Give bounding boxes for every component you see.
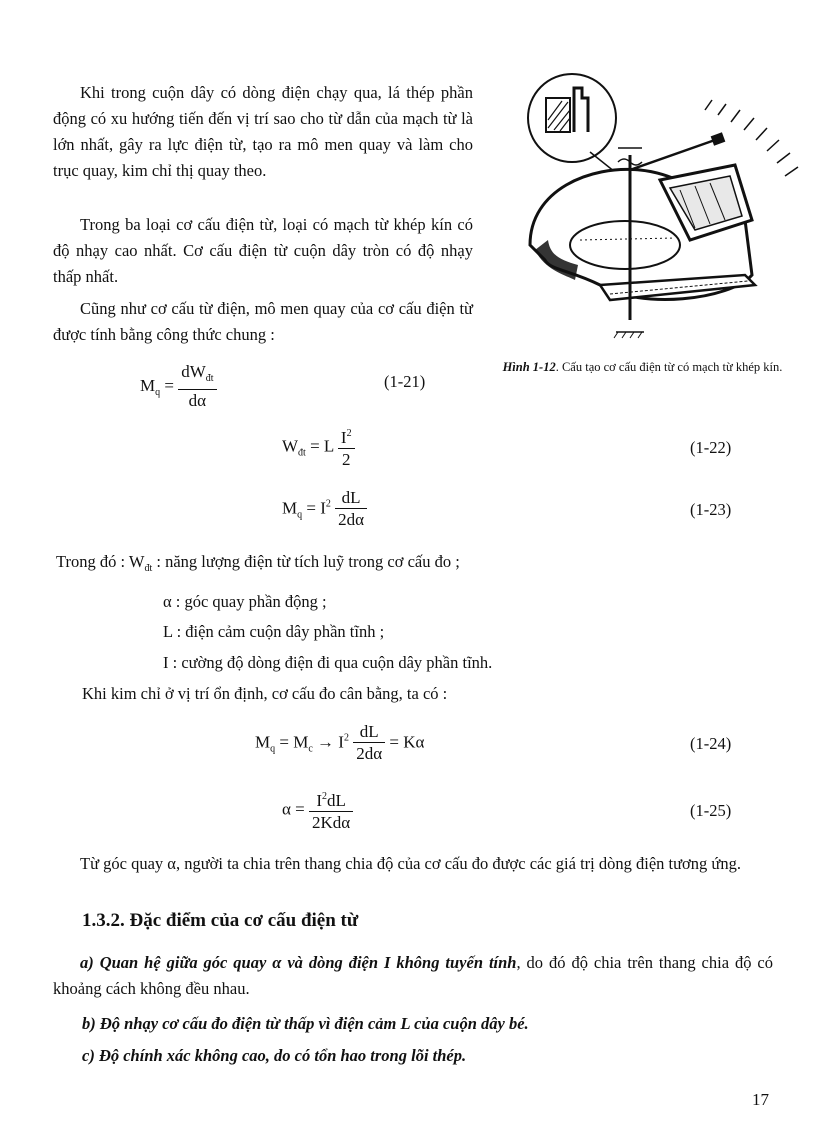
eq23-denominator: 2dα (338, 510, 365, 529)
eq23-rhs: = I (306, 498, 326, 518)
where-intro: Trong đó : (56, 552, 126, 571)
eq24-mid-sub: c (308, 743, 313, 755)
page-number: 17 (752, 1090, 769, 1109)
where-w-symbol: W (128, 552, 145, 571)
equation-1-23 (282, 488, 367, 531)
eq22-lhs: W (282, 436, 299, 456)
where-w-sub: đt (144, 563, 153, 574)
paragraph-sensitivity: Trong ba loại cơ cấu điện từ, loại có mạch từ khép kín có độ nhạy cao nhất. Cơ cấu điện từ cuộn dây tròn có độ nhạy thấp nhất. (53, 215, 473, 286)
equation-number-1-24: (1-24) (690, 734, 732, 753)
eq21-denominator: dα (188, 391, 207, 410)
eq24-arrow-sup: 2 (343, 732, 349, 744)
figure-caption (495, 356, 790, 378)
eq22-numerator-sup: 2 (346, 428, 352, 439)
eq25-numerator-sup: 2 (321, 791, 327, 802)
where-line-inductance: L : điện cảm cuộn dây phần tĩnh ; (163, 622, 385, 641)
eq21-lhs: M (140, 375, 156, 395)
eq23-fraction (335, 488, 367, 531)
eq23-numerator: dL (335, 488, 367, 509)
paragraph-intro: Khi trong cuộn dây có dòng điện chạy qua, lá thép phần động có xu hướng tiến đến vị trí sao cho từ dẫn của mạch từ là lớn nhất, gây ra lực điện từ, tạo ra mô men quay và làm cho trục quay, kim chỉ thị quay theo. (53, 83, 473, 180)
equation-1-25 (282, 787, 353, 834)
equation-number-1-22: (1-22) (690, 438, 732, 457)
eq25-fraction (309, 787, 353, 834)
item-a-rest: , do đó độ chia trên thang chia độ có khoảng cách không đều nhau. (53, 953, 773, 998)
item-a (53, 950, 773, 1002)
eq24-mid: = M (279, 732, 309, 752)
eq21-numerator: dW (181, 362, 206, 381)
eq25-lhs: α = (282, 799, 305, 819)
figure-caption-text: . Cấu tạo cơ cấu điện từ có mạch từ khép kín. (555, 360, 783, 374)
eq25-numerator: I (316, 791, 322, 810)
item-a-emphasis: a) Quan hệ giữa góc quay α và dòng điện I không tuyến tính (80, 953, 517, 972)
eq23-lhs-sub: q (297, 509, 303, 521)
eq21-numerator-sub: đt (205, 373, 214, 384)
eq24-lhs-sub: q (270, 743, 276, 755)
equation-number-1-25: (1-25) (690, 801, 732, 820)
paragraph-torque-formula: Cũng như cơ cấu từ điện, mô men quay của cơ cấu điện từ được tính bằng công thức chung : (53, 299, 473, 344)
eq24-fraction (353, 722, 385, 765)
eq23-rhs-sup: 2 (325, 498, 331, 510)
equation-number-1-23: (1-23) (690, 500, 732, 519)
where-line-current: I : cường độ dòng điện đi qua cuộn dây phần tĩnh. (163, 653, 493, 672)
eq24-lhs: M (255, 732, 271, 752)
eq24-tail: = Kα (389, 732, 425, 752)
eq22-lhs-sub: đt (298, 447, 306, 459)
eq25-numerator-tail: dL (326, 791, 346, 810)
eq22-fraction (338, 424, 355, 471)
eq22-rhs: = L (310, 436, 334, 456)
balance-statement: Khi kim chỉ ở vị trí ổn định, cơ cấu đo cân bằng, ta có : (82, 684, 448, 703)
paragraph-scale: Từ góc quay α, người ta chia trên thang chia độ của cơ cấu đo được các giá trị dòng điện tương ứng. (80, 854, 741, 873)
equation-1-24 (255, 722, 424, 765)
eq24-arrow: → I (317, 732, 344, 752)
eq22-denominator: 2 (342, 450, 351, 469)
eq21-fraction (178, 362, 216, 412)
section-heading: 1.3.2. Đặc điểm của cơ cấu điện từ (82, 910, 359, 931)
eq25-denominator: 2Kdα (312, 813, 351, 832)
equation-1-22 (282, 424, 355, 471)
figure-label: Hình 1-12 (502, 360, 556, 374)
eq24-numerator: dL (353, 722, 385, 743)
where-w-description: : năng lượng điện từ tích luỹ trong cơ cấu đo ; (156, 552, 460, 571)
equation-number-1-21: (1-21) (384, 372, 426, 391)
eq24-denominator: 2dα (356, 744, 383, 763)
item-b: b) Độ nhạy cơ cấu đo điện từ thấp vì điện cảm L của cuộn dây bé. (82, 1014, 529, 1033)
eq23-lhs: M (282, 498, 298, 518)
eq21-lhs-sub: q (155, 386, 161, 398)
eq22-numerator: I (340, 428, 347, 447)
item-c: c) Độ chính xác không cao, do có tổn hao trong lõi thép. (82, 1046, 467, 1065)
electromagnetic-mechanism-illustration (490, 70, 800, 360)
where-line-energy (56, 550, 460, 581)
eq21-equals: = (164, 375, 174, 395)
where-line-alpha: α : góc quay phần động ; (163, 592, 327, 611)
equation-1-21 (140, 362, 217, 412)
